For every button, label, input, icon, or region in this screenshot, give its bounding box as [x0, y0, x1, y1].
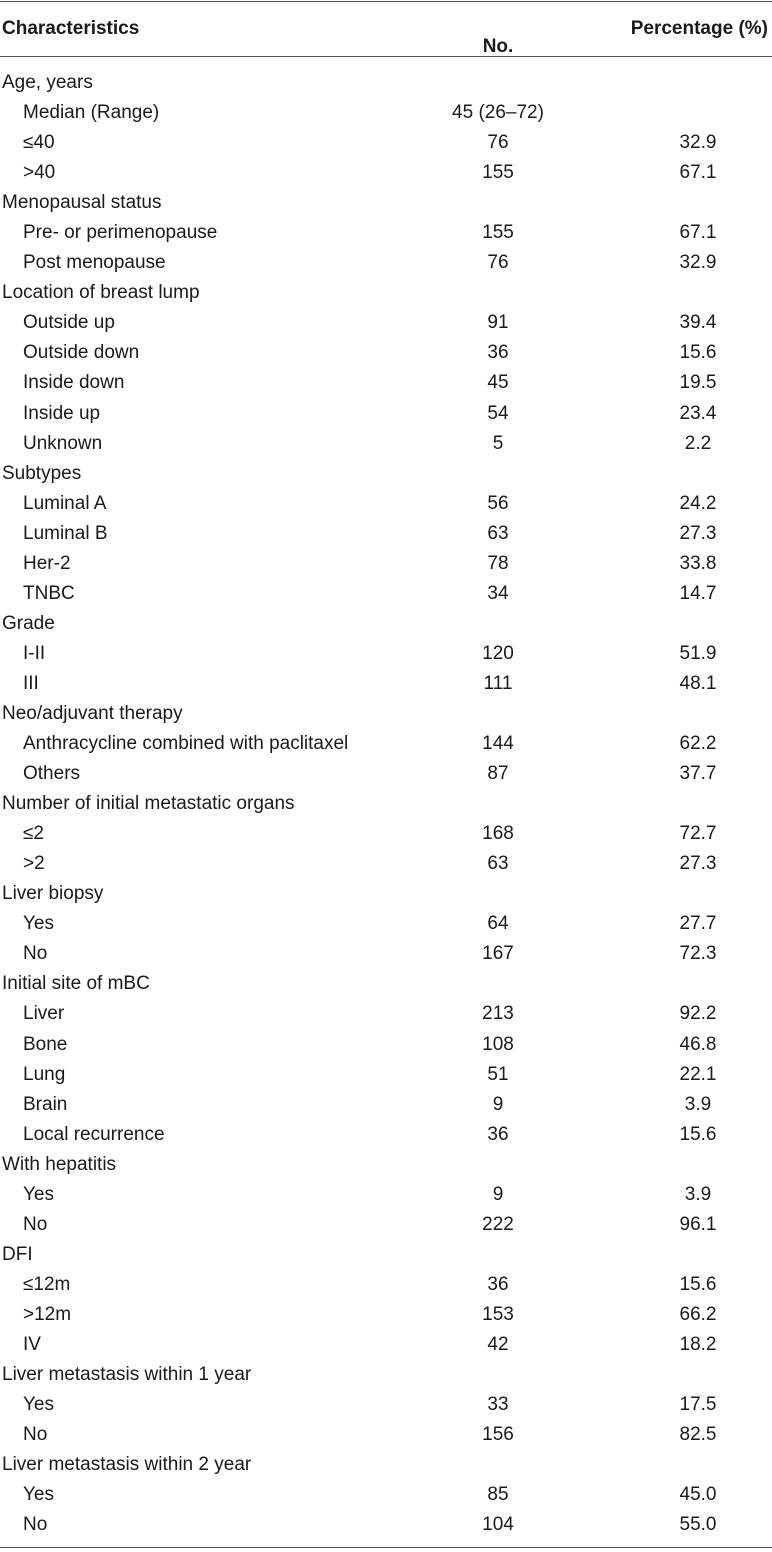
row-count: 63 [487, 522, 509, 544]
row-label: Yes [23, 913, 54, 935]
row-percentage: 15.6 [679, 1273, 717, 1295]
row-count: 42 [487, 1333, 509, 1355]
row-count: 36 [487, 342, 509, 364]
row-count: 155 [482, 162, 514, 184]
row-label: >40 [23, 162, 56, 184]
row-label: Yes [23, 1183, 54, 1205]
row-percentage: 27.3 [679, 853, 717, 875]
row-count: 78 [487, 552, 509, 574]
table-row [0, 308, 772, 338]
row-percentage: 66.2 [679, 1303, 717, 1325]
row-label: >2 [23, 853, 45, 875]
group-label: Initial site of mBC [2, 973, 150, 995]
table-row [0, 1060, 772, 1090]
row-count: 104 [482, 1514, 514, 1536]
row-count: 36 [487, 1273, 509, 1295]
row-percentage: 23.4 [679, 402, 717, 424]
row-percentage: 45.0 [679, 1484, 717, 1506]
row-count: 36 [487, 1123, 509, 1145]
row-label: I-II [23, 642, 46, 664]
table-group-row [0, 1150, 772, 1180]
row-label: Outside up [23, 312, 115, 334]
row-label: IV [23, 1333, 41, 1355]
table-row [0, 218, 772, 248]
row-percentage: 32.9 [679, 132, 717, 154]
row-percentage: 67.1 [679, 162, 717, 184]
table-group-row [0, 459, 772, 489]
row-percentage: 39.4 [679, 312, 717, 334]
table-row [0, 639, 772, 669]
row-label: ≤12m [23, 1273, 71, 1295]
table-row [0, 399, 772, 429]
table-group-row [0, 969, 772, 999]
table-group-row [0, 278, 772, 308]
table-group-row [0, 699, 772, 729]
row-count: 167 [482, 943, 514, 965]
row-label: III [23, 672, 39, 694]
row-count: 87 [487, 763, 509, 785]
row-label: Yes [23, 1394, 54, 1416]
row-count: 64 [487, 913, 509, 935]
row-label: ≤2 [23, 823, 44, 845]
row-percentage: 51.9 [679, 642, 717, 664]
row-count: 222 [482, 1213, 514, 1235]
table-row [0, 1120, 772, 1150]
table-header-rule [0, 56, 772, 57]
row-label: Unknown [23, 432, 103, 454]
group-label: With hepatitis [2, 1153, 117, 1175]
row-count: 108 [482, 1033, 514, 1055]
table-row [0, 1480, 772, 1510]
row-percentage: 72.3 [679, 943, 717, 965]
group-label: DFI [2, 1243, 33, 1265]
table-row [0, 519, 772, 549]
row-percentage: 22.1 [679, 1063, 717, 1085]
row-percentage: 46.8 [679, 1033, 717, 1055]
row-label: Lung [23, 1063, 66, 1085]
table-row [0, 1510, 772, 1540]
group-label: Neo/adjuvant therapy [2, 702, 183, 724]
row-percentage: 55.0 [679, 1514, 717, 1536]
table-row [0, 819, 772, 849]
table-row [0, 1420, 772, 1450]
row-count: 56 [487, 492, 509, 514]
header-characteristics: Characteristics [2, 18, 140, 39]
row-percentage: 14.7 [679, 582, 717, 604]
group-label: Liver metastasis within 2 year [2, 1454, 252, 1476]
row-count: 9 [492, 1183, 504, 1205]
table-row [0, 1210, 772, 1240]
row-count: 5 [492, 432, 504, 454]
table-row [0, 1300, 772, 1330]
row-percentage: 48.1 [679, 672, 717, 694]
row-label: Outside down [23, 342, 140, 364]
table-row [0, 579, 772, 609]
table-row [0, 939, 772, 969]
row-label: TNBC [23, 582, 75, 604]
row-label: Brain [23, 1093, 68, 1115]
row-label: Yes [23, 1484, 54, 1506]
table-row [0, 158, 772, 188]
row-percentage: 15.6 [679, 1123, 717, 1145]
row-label: Median (Range) [23, 102, 160, 124]
table-row [0, 429, 772, 459]
row-count: 91 [487, 312, 509, 334]
row-label: No [23, 943, 48, 965]
table-group-row [0, 1450, 772, 1480]
group-label: Liver metastasis within 1 year [2, 1364, 252, 1386]
row-percentage: 72.7 [679, 823, 717, 845]
row-count: 168 [482, 823, 514, 845]
row-label: Inside down [23, 372, 125, 394]
row-count: 54 [487, 402, 509, 424]
table-row [0, 248, 772, 278]
table-group-row [0, 1240, 772, 1270]
table-row [0, 849, 772, 879]
row-label: Local recurrence [23, 1123, 165, 1145]
row-percentage: 82.5 [679, 1424, 717, 1446]
row-count: 45 [487, 372, 509, 394]
table-header [0, 0, 772, 56]
group-label: Location of breast lump [2, 282, 200, 304]
table-row [0, 1090, 772, 1120]
row-label: Anthracycline combined with paclitaxel [23, 733, 349, 755]
table-row [0, 98, 772, 128]
table-row [0, 1270, 772, 1300]
row-percentage: 62.2 [679, 733, 717, 755]
group-label: Subtypes [2, 462, 82, 484]
row-label: Others [23, 763, 81, 785]
table-row [0, 999, 772, 1029]
table-row [0, 1030, 772, 1060]
row-percentage: 19.5 [679, 372, 717, 394]
row-count: 111 [483, 672, 513, 694]
row-percentage: 17.5 [679, 1394, 717, 1416]
row-percentage: 15.6 [679, 342, 717, 364]
row-label: No [23, 1424, 48, 1446]
row-label: Pre- or perimenopause [23, 222, 218, 244]
group-label: Liver biopsy [2, 883, 104, 905]
row-label: Liver [23, 1003, 65, 1025]
row-label: Bone [23, 1033, 68, 1055]
row-label: Her-2 [23, 552, 71, 574]
table-group-row [0, 789, 772, 819]
header-percentage: Percentage (%) [630, 18, 768, 39]
table-row [0, 729, 772, 759]
table-row [0, 549, 772, 579]
table-row [0, 338, 772, 368]
row-label: ≤40 [23, 132, 55, 154]
row-count: 63 [487, 853, 509, 875]
header-no-label: No. [482, 36, 514, 57]
row-percentage: 92.2 [679, 1003, 717, 1025]
row-percentage: 96.1 [679, 1213, 717, 1235]
table-row [0, 909, 772, 939]
group-label: Age, years [2, 72, 93, 93]
row-count: 156 [482, 1424, 514, 1446]
row-percentage: 2.2 [684, 432, 712, 454]
row-count: 33 [487, 1394, 509, 1416]
row-percentage: 18.2 [679, 1333, 717, 1355]
table-row [0, 1390, 772, 1420]
row-percentage: 27.7 [679, 913, 717, 935]
row-percentage: 3.9 [684, 1183, 712, 1205]
row-label: Inside up [23, 402, 101, 424]
row-count: 213 [482, 1003, 514, 1025]
table-row [0, 759, 772, 789]
table-group-row [0, 188, 772, 218]
table-group-row [0, 879, 772, 909]
row-percentage: 67.1 [679, 222, 717, 244]
table-row [0, 1180, 772, 1210]
table-row [0, 489, 772, 519]
row-count: 34 [487, 582, 509, 604]
table-row [0, 1330, 772, 1360]
row-label: Luminal A [23, 492, 107, 514]
row-count: 76 [487, 252, 509, 274]
row-count: 153 [482, 1303, 514, 1325]
row-count: 45 (26–72) [452, 102, 544, 124]
row-count: 9 [492, 1093, 504, 1115]
table-row [0, 368, 772, 398]
row-percentage: 24.2 [679, 492, 717, 514]
row-count: 144 [482, 733, 514, 755]
row-label: No [23, 1514, 48, 1536]
row-label: Luminal B [23, 522, 108, 544]
group-label: Grade [2, 612, 55, 634]
row-percentage: 3.9 [684, 1093, 712, 1115]
table-group-row [0, 609, 772, 639]
row-count: 85 [487, 1484, 509, 1506]
row-label: Post menopause [23, 252, 166, 274]
row-count: 76 [487, 132, 509, 154]
row-label: >12m [23, 1303, 72, 1325]
table-group-row [0, 68, 772, 98]
row-count: 120 [482, 642, 514, 664]
row-count: 51 [487, 1063, 509, 1085]
table-bottom-rule [0, 1547, 772, 1548]
row-percentage: 33.8 [679, 552, 717, 574]
table-group-row [0, 1360, 772, 1390]
row-label: No [23, 1213, 48, 1235]
table-row [0, 669, 772, 699]
group-label: Menopausal status [2, 192, 162, 214]
table-row [0, 128, 772, 158]
row-percentage: 37.7 [679, 763, 717, 785]
group-label: Number of initial metastatic organs [2, 793, 295, 815]
row-percentage: 32.9 [679, 252, 717, 274]
row-percentage: 27.3 [679, 522, 717, 544]
row-count: 155 [482, 222, 514, 244]
table-body [0, 68, 772, 1540]
